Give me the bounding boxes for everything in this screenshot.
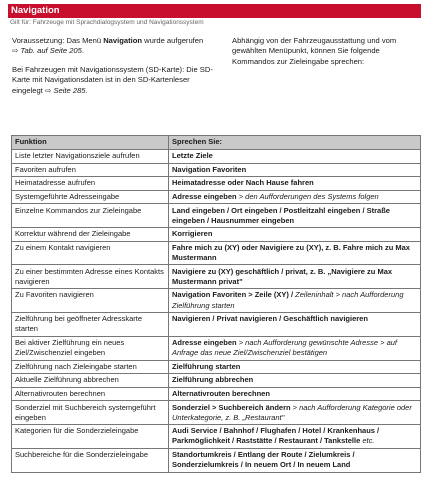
command-note: > den Aufforderungen des Systems folgen — [236, 191, 379, 201]
column-header-command: Sprechen Sie: — [169, 136, 421, 150]
command-cell — [169, 177, 421, 191]
function-cell: Kategorien für die Sonderzieleingabe — [12, 425, 169, 449]
command-cell — [169, 401, 421, 425]
command-note: > nach Aufforderung gewünschte Adresse > auf Anfrage das neue Ziel/Zwischenziel bestätigen — [172, 337, 397, 358]
function-cell: Zu Favoriten navigieren — [12, 289, 169, 313]
table-row — [12, 150, 421, 164]
table-row — [12, 401, 421, 425]
table-header-row — [12, 136, 421, 150]
function-cell: Liste letzter Navigationsziele aufrufen — [12, 150, 169, 164]
command-note: Zeileninhalt > nach Aufforderung Zielführung starten — [172, 290, 404, 310]
command-cell — [169, 228, 421, 242]
command-cell — [169, 387, 421, 401]
command-text: Korrigieren — [172, 229, 213, 239]
table-row — [12, 204, 421, 228]
command-cell — [169, 241, 421, 265]
command-note: etc. — [360, 436, 375, 446]
command-text: Fahre mich zu (XY) oder Navigiere zu (XY), z. B. Fahre mich zu Max Mustermann — [172, 242, 410, 263]
table-row — [12, 313, 421, 337]
table-row — [12, 336, 421, 360]
command-text: Zielführung starten — [172, 361, 241, 371]
table-row — [12, 374, 421, 388]
applicability-note: Gilt für: Fahrzeuge mit Sprachdialogsystem und Navigationssystem — [10, 19, 204, 26]
function-cell: Zielführung bei geöffneter Adresskarte starten — [12, 313, 169, 337]
function-cell: Suchbereiche für die Sonderzieleingabe — [12, 448, 169, 472]
table-row — [12, 190, 421, 204]
page-reference-link[interactable]: Seite 285 — [53, 85, 86, 95]
command-text: Heimatadresse oder Nach Hause fahren — [172, 178, 314, 188]
command-cell — [169, 313, 421, 337]
table-row — [12, 241, 421, 265]
table-row — [12, 387, 421, 401]
function-cell: Einzelne Kommandos zur Zieleingabe — [12, 204, 169, 228]
reference-arrow-icon: ⇨ — [44, 85, 52, 95]
command-text: Alternativrouten berechnen — [172, 388, 270, 398]
table-row — [12, 425, 421, 449]
command-text: Navigieren / Privat navigieren / Geschäftlich navigieren — [172, 314, 368, 324]
function-cell: Bei aktiver Zielführung ein neues Ziel/Zwischenziel eingeben — [12, 336, 169, 360]
section-header — [8, 4, 421, 18]
table-row — [12, 360, 421, 374]
commands-intro-paragraph: Abhängig von der Fahrzeugausstattung und vom gewählten Menüpunkt, können Sie folgende Kommandos zur Zieleingabe sprechen: — [232, 36, 397, 66]
table-row — [12, 163, 421, 177]
prerequisite-paragraph: Voraussetzung: Das Menü Navigation wurde aufgerufen ⇨ Tab. auf Seite 205. — [12, 36, 204, 56]
command-text: Adresse eingeben — [172, 337, 237, 347]
command-cell — [169, 150, 421, 164]
command-cell — [169, 163, 421, 177]
column-header-function: Funktion — [12, 136, 169, 150]
command-cell — [169, 425, 421, 449]
function-cell: Alternativrouten berechnen — [12, 387, 169, 401]
table-row — [12, 289, 421, 313]
command-cell — [169, 289, 421, 313]
command-text: Standortumkreis / Entlang der Route / Zielumkreis / Sonderzielumkreis / In neuem Ort / In neuem Land — [172, 450, 355, 470]
command-cell — [169, 265, 421, 289]
function-cell: Systemgeführte Adresseingabe — [12, 190, 169, 204]
command-cell — [169, 374, 421, 388]
command-note: > nach Aufforderung Kategorie oder Unterkategorie, z. B. „Restaurant" — [172, 402, 412, 422]
table-row — [12, 448, 421, 472]
table-row — [12, 228, 421, 242]
command-text: Sonderziel > Suchbereich ändern — [172, 402, 291, 412]
section-title: Navigation — [11, 5, 60, 16]
function-cell: Korrektur während der Zieleingabe — [12, 228, 169, 242]
intro-right-column — [232, 36, 422, 75]
command-text: Navigation Favoriten > Zeile (XY) / — [172, 290, 296, 300]
command-cell — [169, 190, 421, 204]
reference-arrow-icon: ⇨ — [12, 46, 19, 56]
sd-card-paragraph: Bei Fahrzeugen mit Navigationssystem (SD-Karte): Die SD-Karte mit Navigationsdaten ist in den SD-Kartenleser eingelegt ⇨ Seite 285. — [12, 64, 213, 95]
command-cell — [169, 204, 421, 228]
command-cell — [169, 448, 421, 472]
command-text: Adresse eingeben — [172, 191, 237, 201]
function-cell: Sonderziel mit Suchbereich systemgeführt eingeben — [12, 401, 169, 425]
intro-left-column — [12, 36, 218, 104]
function-cell: Zu einem Kontakt navigieren — [12, 241, 169, 265]
voice-commands-table — [11, 135, 421, 473]
command-text: Audi Service / Bahnhof / Flughafen / Hotel / Krankenhaus / Parkmöglichkeit / Raststätte / Restaurant / Tankstelle — [172, 426, 380, 446]
table-row — [12, 177, 421, 191]
page-reference-link[interactable]: Tab. auf Seite 205 — [20, 46, 82, 56]
command-text: Zielführung abbrechen — [172, 375, 254, 385]
function-cell: Aktuelle Zielführung abbrechen — [12, 374, 169, 388]
command-text: Navigiere zu (XY) geschäftlich / privat, z. B. „Navigiere zu Max Mustermann privat" — [172, 266, 393, 286]
command-cell — [169, 336, 421, 360]
command-text: Navigation Favoriten — [172, 164, 247, 174]
command-cell — [169, 360, 421, 374]
function-cell: Zu einer bestimmten Adresse eines Kontakts navigieren — [12, 265, 169, 289]
function-cell: Zielführung nach Zieleingabe starten — [12, 360, 169, 374]
command-text: Land eingeben / Ort eingeben / Postleitzahl eingeben / Straße eingeben / Hausnummer eingeben — [172, 205, 390, 225]
function-cell: Favoriten aufrufen — [12, 163, 169, 177]
function-cell: Heimatadresse aufrufen — [12, 177, 169, 191]
command-text: Letzte Ziele — [172, 151, 213, 161]
table-row — [12, 265, 421, 289]
